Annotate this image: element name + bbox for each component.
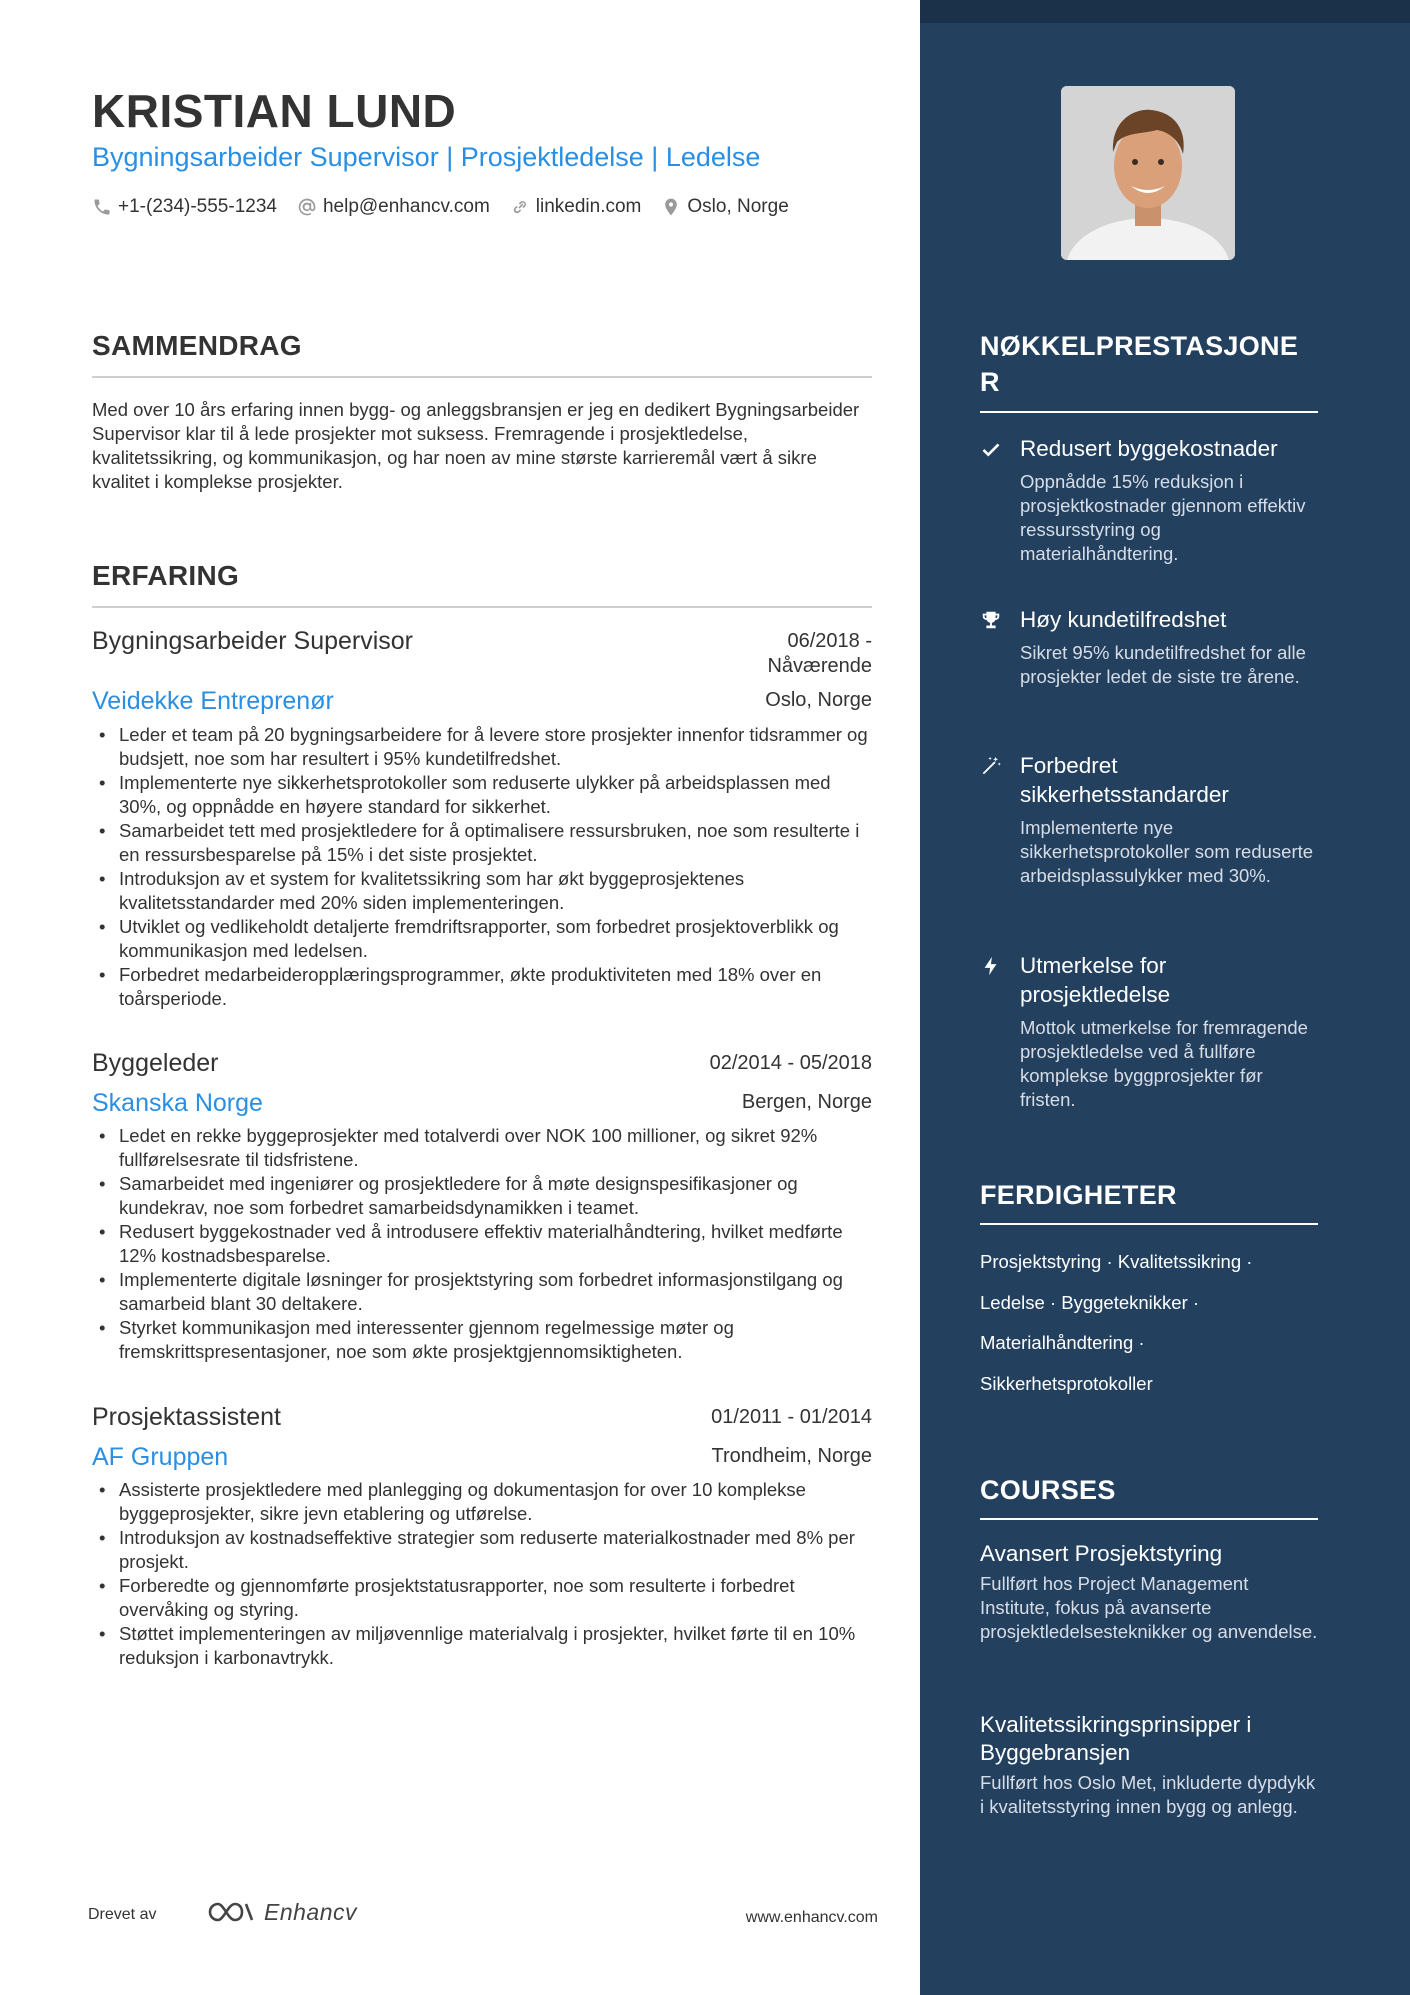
course-title: Avansert Prosjektstyring: [980, 1541, 1223, 1566]
trophy-icon: [980, 609, 1002, 631]
summary-title: SAMMENDRAG: [92, 330, 302, 361]
job-location: Oslo, Norge: [765, 689, 872, 711]
lightning-icon: [980, 955, 1002, 977]
enhancv-logo[interactable]: [206, 1898, 357, 1926]
achievement-title: Forbedret sikkerhetsstandarder: [1020, 753, 1229, 807]
job-title: Bygningsarbeider Supervisor: [92, 627, 414, 655]
job-bullet: • Introduksjon av kostnadseffektive strategier som reduserte materialkostnader med 8% per prosjekt.: [119, 1526, 872, 1574]
avatar-illustration: [1061, 86, 1235, 260]
skills-title: FERDIGHETER: [980, 1180, 1177, 1210]
skills-line: Ledelse · Byggeteknikker ·: [980, 1291, 1200, 1313]
job-bullet: • Implementerte digitale løsninger for prosjektstyring som forbedret informasjonstilgang og samarbeid blant 30 deltakere.: [119, 1268, 872, 1316]
skills-line: Materialhåndtering ·: [980, 1332, 1145, 1353]
courses-divider: [980, 1518, 1318, 1520]
link-icon: [510, 197, 530, 217]
skills-divider: [980, 1223, 1318, 1225]
contact-email[interactable]: [297, 196, 490, 218]
contact-phone[interactable]: [92, 196, 277, 218]
candidate-name: KRISTIAN LUND: [92, 85, 457, 137]
job-company: AF Gruppen: [92, 1443, 229, 1471]
achievement-text: Sikret 95% kundetilfredshet for alle prosjekter ledet de siste tre årene.: [1020, 642, 1306, 687]
job-title: Byggeleder: [92, 1049, 219, 1077]
achievement-title: Redusert byggekostnader: [1020, 436, 1278, 461]
job-bullets: [92, 723, 872, 1011]
profile-photo: [1061, 86, 1235, 260]
job-title: Prosjektassistent: [92, 1403, 281, 1431]
job-bullet: • Implementerte nye sikkerhetsprotokoller som reduserte ulykker på arbeidsplassen med 30%, og oppnådde en høyere standard for sikkerhet.: [119, 771, 872, 819]
achievements-title-line1: NØKKELPRESTASJONE: [980, 331, 1299, 361]
contact-location: [661, 196, 788, 218]
job-bullet: • Samarbeidet tett med prosjektledere for å optimalisere ressursbruken, noe som resulterte i en ressursbesparelse på 15% i det siste prosjektet.: [119, 819, 872, 867]
footer-website-link[interactable]: www.enhancv.com: [745, 1909, 878, 1926]
achievement-text: Implementerte nye sikkerhetsprotokoller som reduserte arbeidsplassulykker med 30%.: [1020, 817, 1314, 886]
achievements-title-line2: R: [980, 367, 1000, 397]
job-bullet: • Assisterte prosjektledere med planlegging og dokumentasjon for over 10 komplekse byggeprosjekter, sikre jevn etablering og utførelse.: [119, 1478, 872, 1526]
job-date: 01/2011 - 01/2014: [711, 1406, 872, 1428]
job-bullets: [92, 1478, 872, 1670]
course-item: [980, 1711, 1320, 1819]
job-bullet: • Støttet implementeringen av miljøvennlige materialvalg i prosjekter, hvilket førte til en 10% reduksjon i karbonavtrykk.: [119, 1622, 872, 1670]
job-bullet: • Styrket kommunikasjon med interessenter gjennom regelmessige møter og fremskrittspresentasjoner, noe som økte prosjektgjennomsiktigheten.: [119, 1316, 872, 1364]
achievements-divider: [980, 411, 1318, 413]
job-bullets: [92, 1124, 872, 1364]
achievement-title: Utmerkelse for prosjektledelse: [1020, 953, 1171, 1007]
location-text: Oslo, Norge: [687, 196, 789, 217]
summary-text: Med over 10 års erfaring innen bygg- og anleggsbransjen er jeg en dedikert Bygningsarbeider Supervisor klar til å lede prosjekter mot suksess. Fremragende i prosjektledelse, kvalitetssikring, og kommunikasjon, og har noen av mine største karrieremål vært å sikre kvalitet i komplekse prosjekter.: [92, 399, 860, 492]
enhancv-logo-icon: [206, 1898, 256, 1926]
job-company: Skanska Norge: [92, 1089, 263, 1117]
linkedin-text: linkedin.com: [535, 196, 642, 217]
job-bullet: • Redusert byggekostnader ved å introdusere effektiv materialhåndtering, hvilket medførte 12% kostnadsbesparelse.: [119, 1220, 872, 1268]
location-pin-icon: [661, 197, 681, 217]
job-bullet: • Utviklet og vedlikeholdt detaljerte fremdriftsrapporter, som forbedret prosjektoverblikk og kommunikasjon med ledelsen.: [119, 915, 872, 963]
job-bullet: • Forbedret medarbeideropplæringsprogrammer, økte produktiviteten med 18% over en toårsperiode.: [119, 963, 872, 1011]
phone-icon: [92, 197, 112, 217]
email-text: help@enhancv.com: [322, 196, 490, 217]
contact-bar: [92, 196, 809, 218]
magic-wand-icon: [980, 755, 1002, 777]
job-date-end: Nåværende: [767, 655, 872, 677]
sidebar-top-bar: [920, 0, 1410, 23]
job-location: Bergen, Norge: [741, 1091, 872, 1113]
achievement-title: Høy kundetilfredshet: [1020, 607, 1227, 632]
experience-title: ERFARING: [92, 560, 240, 591]
summary-divider: [92, 376, 872, 378]
job-bullet: • Leder et team på 20 bygningsarbeidere for å levere store prosjekter innenfor tidsrammer og budsjett, noe som har resultert i 95% kundetilfredshet.: [119, 723, 872, 771]
job-bullet: • Ledet en rekke byggeprosjekter med totalverdi over NOK 100 millioner, og sikret 92% fullførelsesrate til tidsfristene.: [119, 1124, 872, 1172]
job-date: [767, 629, 872, 679]
experience-divider: [92, 606, 872, 608]
job-bullet: • Samarbeidet med ingeniører og prosjektledere for å møte designspesifikasjoner og kundekrav, noe som forbedret samarbeidsdynamikken i teamet.: [119, 1172, 872, 1220]
checkmark-icon: [980, 438, 1002, 460]
skills-line: Prosjektstyring · Kvalitetssikring ·: [980, 1251, 1253, 1272]
job-date: 02/2014 - 05/2018: [709, 1052, 872, 1074]
achievement-text: Oppnådde 15% reduksjon i prosjektkostnader gjennom effektiv ressursstyring og materialhåndtering.: [1020, 471, 1306, 564]
course-text: Fullført hos Oslo Met, inkluderte dypdykk i kvalitetsstyring innen bygg og anlegg.: [980, 1772, 1316, 1817]
at-icon: [297, 197, 317, 217]
skills-line: Sikkerhetsprotokoller: [980, 1372, 1153, 1394]
course-text: Fullført hos Project Management Institute, fokus på avanserte prosjektledelsesteknikker og anvendelse.: [980, 1573, 1318, 1642]
course-item: [980, 1540, 1320, 1644]
courses-title: COURSES: [980, 1475, 1116, 1505]
candidate-headline: Bygningsarbeider Supervisor | Prosjektledelse | Ledelse: [92, 142, 761, 172]
achievements-title: [980, 328, 1320, 400]
job-bullet: • Introduksjon av et system for kvalitetssikring som har økt byggeprosjektenes kvalitetsstandarder med 20% siden implementeringen.: [119, 867, 872, 915]
job-date-start: 06/2018 -: [787, 630, 872, 652]
skills-list: [980, 1242, 1320, 1404]
enhancv-brand-text: Enhancv: [264, 1898, 358, 1925]
job-bullet: • Forberedte og gjennomførte prosjektstatusrapporter, noe som resulterte i forbedret overvåking og styring.: [119, 1574, 872, 1622]
job-location: Trondheim, Norge: [711, 1445, 872, 1467]
job-company: Veidekke Entreprenør: [92, 687, 334, 715]
phone-text: +1-(234)-555-1234: [118, 196, 277, 217]
contact-linkedin[interactable]: [510, 196, 642, 218]
achievement-text: Mottok utmerkelse for fremragende prosjektledelse ved å fullføre komplekse byggprosjekter før fristen.: [1020, 1017, 1308, 1110]
course-title: Kvalitetssikringsprinsipper i Byggebransjen: [980, 1712, 1252, 1765]
powered-by-label: Drevet av: [88, 1906, 157, 1923]
